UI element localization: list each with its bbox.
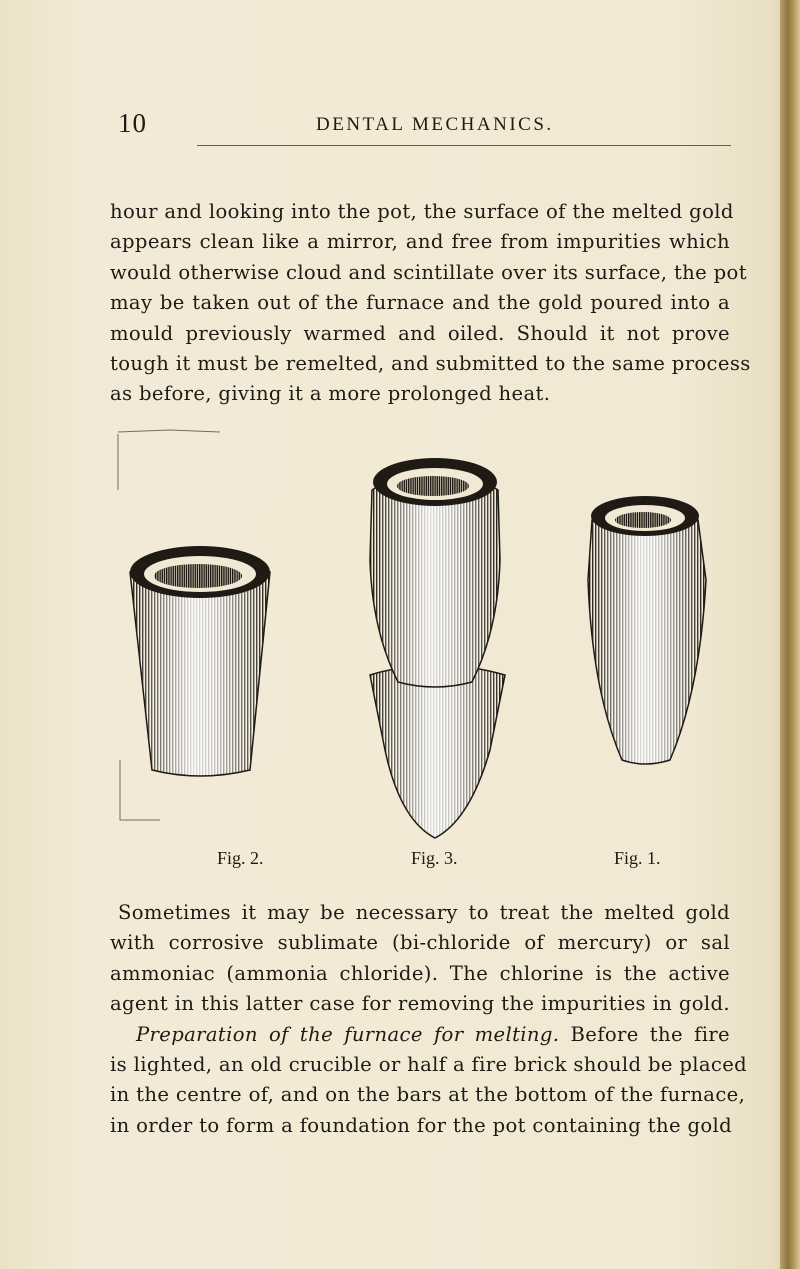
fig3-caption: Fig. 3.: [411, 848, 458, 868]
text-line: may be taken out of the furnace and the gold poured into a: [110, 291, 730, 315]
running-title: DENTAL MECHANICS.: [316, 114, 554, 135]
crucible-illustration: [100, 420, 720, 860]
text-line: tough it must be remelted, and submitted to the same process: [110, 352, 751, 376]
text-line: as before, giving it a more prolonged heat.: [110, 382, 551, 406]
paragraph-1: [110, 197, 751, 410]
paragraph-2: [110, 898, 748, 1141]
text-line: hour and looking into the pot, the surface of the melted gold: [110, 200, 734, 223]
text-line: Sometimes it may be necessary to treat the melted gold: [118, 901, 730, 924]
fig2-caption: Fig. 2.: [217, 848, 264, 868]
text-line: in the centre of, and on the bars at the bottom of the furnace,: [110, 1083, 746, 1107]
text-line: agent in this latter case for removing the impurities in gold.: [110, 992, 730, 1016]
text-run: Before the fire: [570, 1022, 730, 1046]
page-number: 10: [118, 108, 147, 138]
text-line: with corrosive sublimate (bi-chloride of mercury) or sal: [110, 931, 730, 955]
text-line: would otherwise cloud and scintillate over its surface, the pot: [110, 260, 747, 284]
text-line: ammoniac (ammonia chloride). The chlorine is the active: [110, 961, 730, 985]
fig3-crucibles: [370, 458, 505, 838]
fig2-crucible: [130, 546, 270, 776]
text-line: is lighted, an old crucible or half a fire brick should be placed: [110, 1053, 748, 1077]
header-rule: [197, 145, 731, 146]
fig1-crucible: [588, 496, 706, 764]
section-heading: Preparation of the furnace for melting.: [136, 1022, 560, 1046]
text-line: mould previously warmed and oiled. Should it not prove: [110, 321, 730, 345]
section-heading-line: [110, 1020, 730, 1050]
running-header: [118, 108, 738, 138]
fig1-caption: Fig. 1.: [614, 848, 661, 868]
text-line: appears clean like a mirror, and free from impurities which: [110, 230, 730, 254]
text-line: in order to form a foundation for the pot containing the gold: [110, 1113, 733, 1137]
crucible-figures: [100, 420, 720, 868]
page-edge-shadow: [780, 0, 800, 1269]
